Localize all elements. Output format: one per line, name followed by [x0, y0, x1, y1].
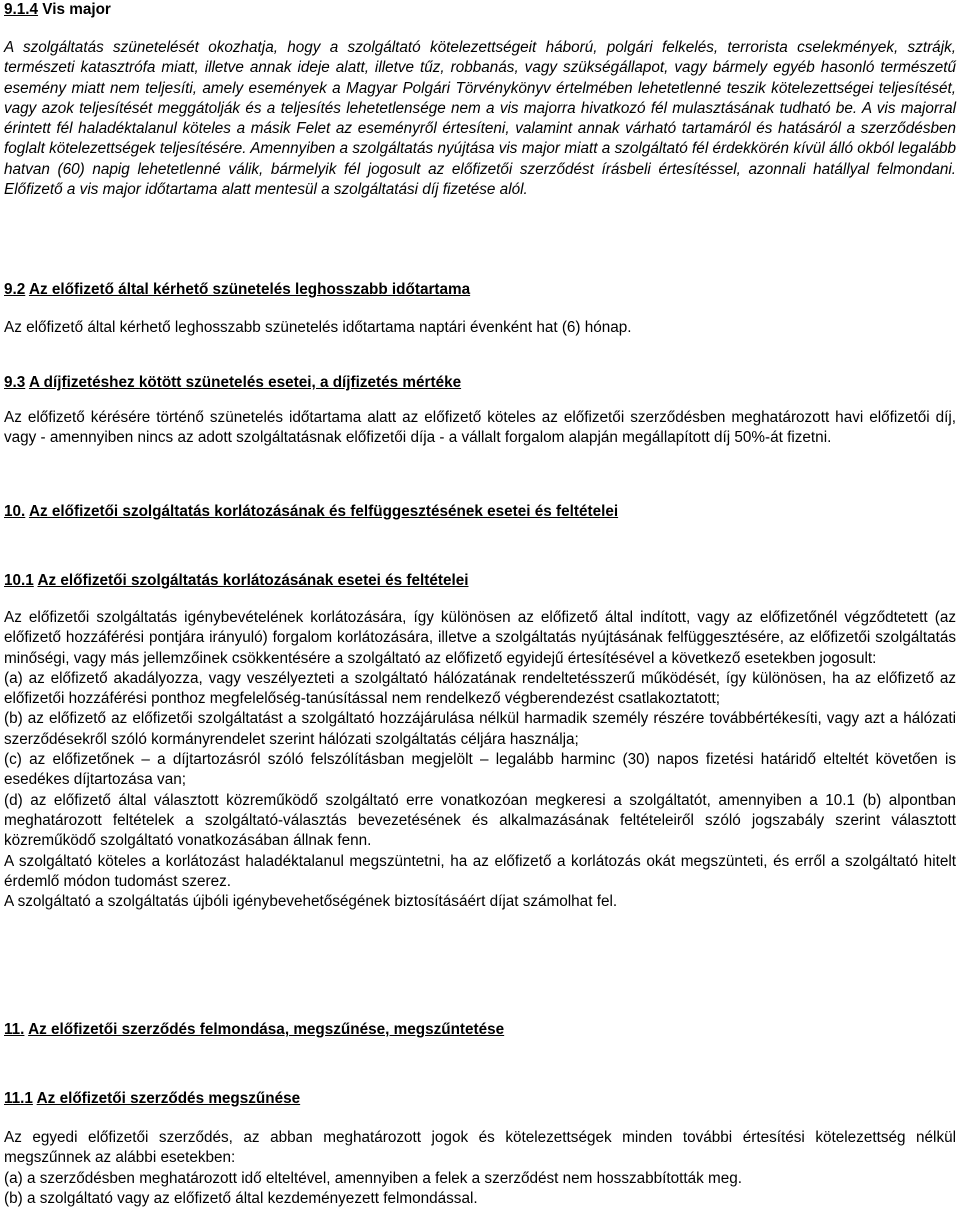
heading-title: Az előfizetői szerződés felmondása, megszűnése, megszűntetése: [28, 1021, 505, 1038]
heading-title: Az előfizetői szerződés megszűnése: [36, 1090, 301, 1107]
heading-title: Az előfizető által kérhető szünetelés leghosszabb időtartama: [28, 281, 471, 298]
intro-paragraph: Az egyedi előfizetői szerződés, az abban meghatározott jogok és kötelezettségek minden további értesítési kötelezettség nélkül megszűnnek az alábbi esetekben:: [4, 1129, 956, 1167]
section-10-1-body: [4, 608, 956, 912]
section-heading: [4, 1020, 956, 1040]
body-paragraph: A szolgáltatás szünetelését okozhatja, hogy a szolgáltató kötelezettségeit háború, polgári felkelés, terrorista cselekmények, sztrájk, természeti katasztrófa miatt, illetve annak ideje alatt, illetve tűz, robbanás, vagy szükségállapot, vagy bármely egyéb hasonló természetű esemény miatt nem teljesíti, amely események a Magyar Polgári Törvénykönyv értelmében lehetetlenné teszik kötelezettségei teljesítését, vagy azok teljesítését meggátolják és a teljesítés lehetetlensége nem a vis majorra hivatkozó fél mulasztásának tudható be. A vis majorral érintett fél haladéktalanul köteles a másik Felet az eseményről értesíteni, valamint annak várható tartamáról és hatásáról a szerződésben foglalt kötelezettségek teljesítésére. Amennyiben a szolgáltatás nyújtása vis major miatt a szolgáltató fél érdekkörén kívül álló okból legalább hatvan (60) napig lehetetlenné válik, bármelyik fél jogosult az előfizetői szerződést írásbeli értesítéssel, azonnali hatállyal felmondani. Előfizető a vis major időtartama alatt mentesül a szolgáltatási díj fizetése alól.: [4, 39, 956, 199]
list-item-a: (a) a szerződésben meghatározott idő elteltével, amennyiben a felek a szerződést nem hosszabbították meg.: [4, 1169, 743, 1187]
heading-title: A díjfizetéshez kötött szünetelés esetei, a díjfizetés mértéke: [28, 374, 462, 391]
section-heading: [4, 571, 956, 591]
body-paragraph: Az előfizető által kérhető leghosszabb szünetelés időtartama naptári évenként hat (6) hónap.: [4, 319, 632, 336]
closing-paragraph: A szolgáltató a szolgáltatás újbóli igénybevehetőségének biztosításáért díjat számolhat fel.: [4, 893, 618, 911]
heading-number: 9.1.4: [4, 1, 39, 18]
section-11-1-body: [4, 1128, 956, 1209]
section-9-1-4: [4, 0, 956, 20]
list-item-a: (a) az előfizető akadályozza, vagy veszélyezteti a szolgáltató hálózatának rendeltetésszerű működését, így különösen, ha az előfizető az előfizetői hozzáférési ponthoz megfelelőség-tanúsítással nem rendelkező végberendezést csatlakoztatott;: [4, 669, 956, 708]
heading-number: 9.2: [4, 281, 26, 298]
section-9-2: [4, 280, 956, 300]
section-10-1: [4, 571, 956, 591]
body-paragraph: Az előfizető kérésére történő szünetelés időtartama alatt az előfizető köteles az előfizetői szerződésben meghatározott havi előfizetői díj, vagy - amennyiben nincs az adott szolgáltatásnak előfizetői díja - a vállalt forgalom alapján megállapított díj 50%-át fizetni.: [4, 409, 956, 447]
intro-paragraph: Az előfizetői szolgáltatás igénybevételének korlátozására, így különösen az előfizető által indított, vagy az előfizetőnél végződtetett (az előfizető hozzáférési pontjára irányuló) forgalom korlátozására, illetve a szolgáltatás nyújtásának felfüggesztésére, az előfizetői szolgáltatás minőségi, vagy más jellemzőinek csökkentésére a szolgáltató az előfizető egyidejű értesítésével a következő esetekben jogosult:: [4, 609, 956, 667]
section-9-3: [4, 373, 956, 393]
heading-number: 11.: [4, 1021, 25, 1038]
section-heading: [4, 0, 956, 20]
heading-title: Az előfizetői szolgáltatás korlátozásának és felfüggesztésének esetei és feltételei: [28, 503, 619, 520]
list-item-b: (b) az előfizető az előfizetői szolgáltatást a szolgáltató hozzájárulása nélkül harmadik személy részére továbbértékesíti, vagy azt a hálózati szerződésekről szóló kormányrendelet szerint hálózati szolgáltatás céljára használja;: [4, 710, 956, 748]
section-9-3-body: [4, 408, 956, 449]
heading-number: 11.1: [4, 1090, 33, 1107]
closing-paragraph: A szolgáltató köteles a korlátozást haladéktalanul megszüntetni, ha az előfizető a korlátozás okát megszünteti, és erről a szolgáltató hitelt érdemlő módon tudomást szerez.: [4, 852, 956, 890]
section-heading: [4, 1089, 956, 1109]
section-heading: [4, 502, 956, 522]
heading-title: Vis major: [42, 1, 111, 18]
section-9-2-body: [4, 318, 956, 338]
heading-number: 9.3: [4, 374, 26, 391]
heading-number: 10.: [4, 503, 26, 520]
heading-number: 10.1: [4, 572, 34, 589]
section-heading: [4, 373, 956, 393]
heading-title: Az előfizetői szolgáltatás korlátozásának esetei és feltételei: [37, 572, 469, 589]
section-11-1: [4, 1089, 956, 1109]
list-item-c: (c) az előfizetőnek – a díjtartozásról szóló felszólításban megjelölt – legalább harminc (30) napos fizetési határidő elteltét követően is esedékes díjtartozása van;: [4, 751, 956, 789]
section-heading: [4, 280, 956, 300]
section-9-1-4-body: [4, 38, 956, 200]
section-11: [4, 1020, 956, 1040]
list-item-d: (d) az előfizető által választott közreműködő szolgáltató erre vonatkozóan megkeresi a szolgáltatót, amennyiben a 10.1 (b) alpontban meghatározott feltételek a szolgáltató-választás bevezetésének és alkalmazásának feltételeiről szóló jogszabály szerint választott közreműködő szolgáltató vonatkozásában állnak fenn.: [4, 791, 956, 850]
section-10: [4, 502, 956, 522]
list-item-b: (b) a szolgáltató vagy az előfizető által kezdeményezett felmondással.: [4, 1189, 478, 1207]
